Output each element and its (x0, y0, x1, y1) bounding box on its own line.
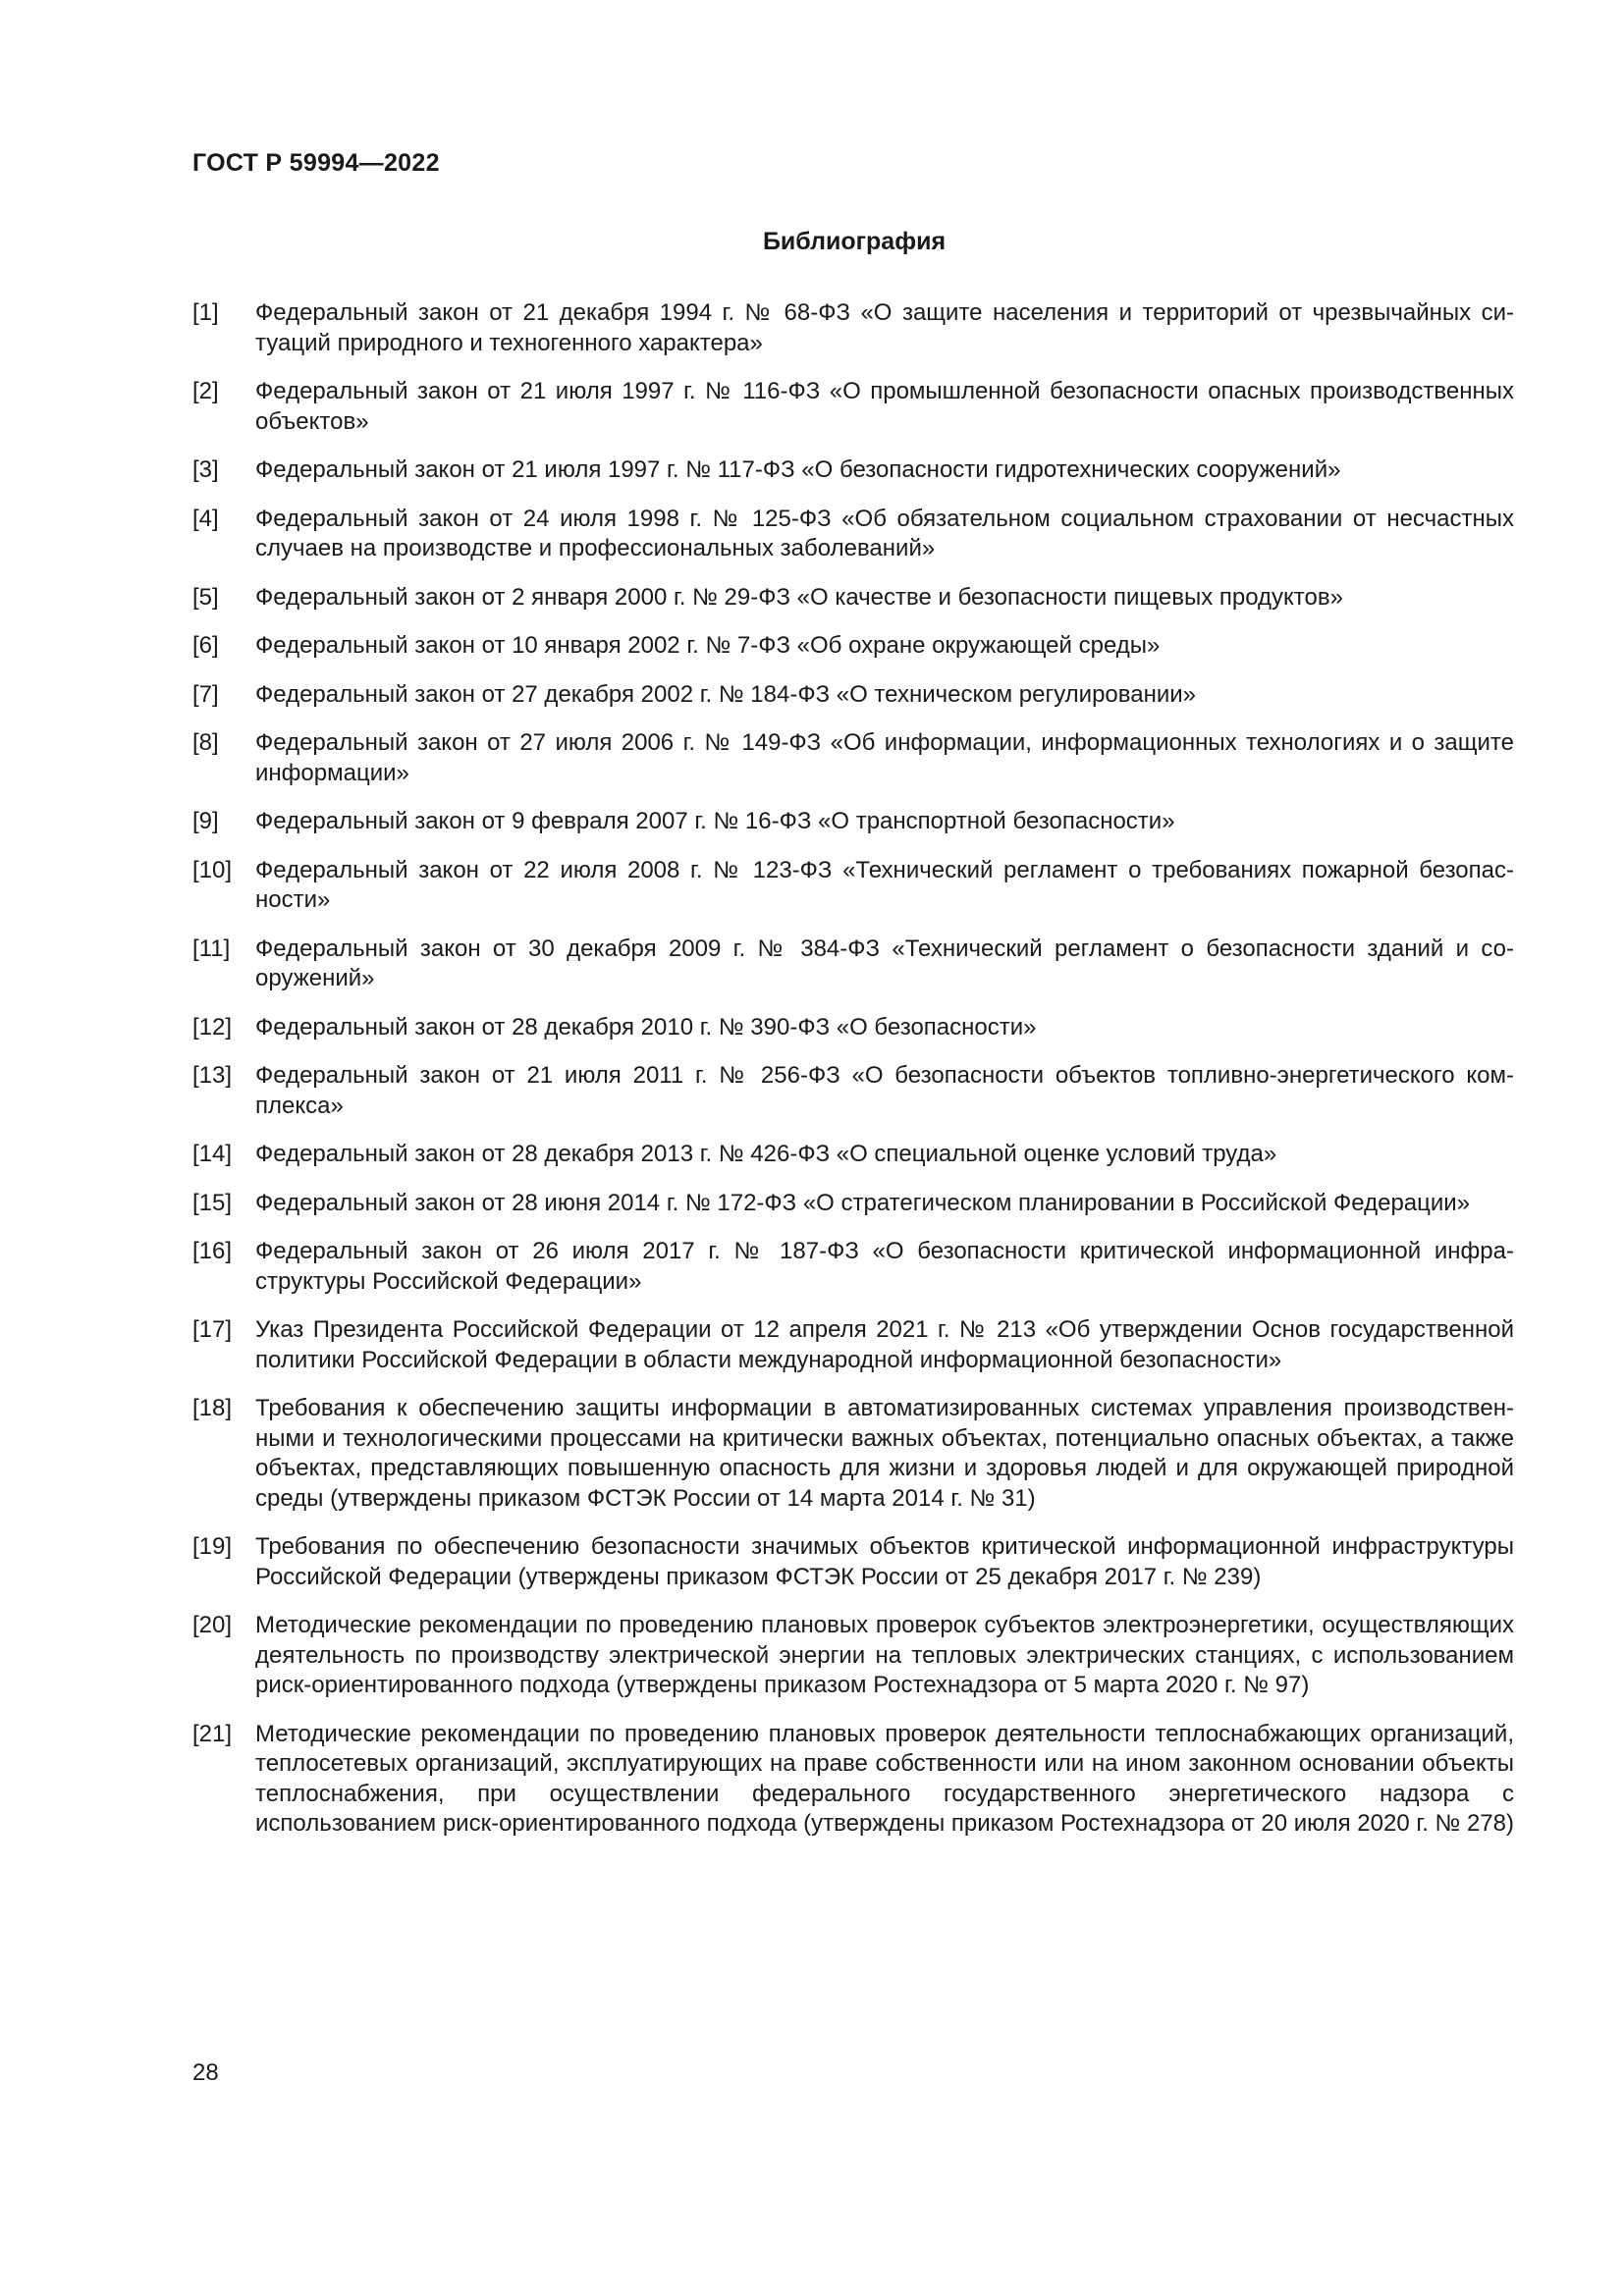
bibliography-entry-text: Федеральный закон от 21 июля 1997 г. № 117-ФЗ «О безопасности гидротехнических сооружений» (255, 456, 1341, 483)
bibliography-entry-number: [2] (192, 378, 219, 404)
bibliography-entry-text: Федеральный закон от 27 декабря 2002 г. № 184-ФЗ «О техническом регулировании» (255, 680, 1197, 708)
bibliography-entry-number: [12] (192, 1013, 233, 1041)
bibliography-entry-text: Федеральный закон от 28 декабря 2010 г. № 390-ФЗ «О безопасности» (255, 1013, 1037, 1041)
bibliography-entry (192, 455, 1514, 486)
bibliography-list (192, 298, 1514, 1858)
document-header: ГОСТ Р 59994—2022 (192, 149, 440, 177)
bibliography-entry-number: [11] (192, 934, 231, 962)
bibliography-entry-text: Федеральный закон от 27 июля 2006 г. № 149-ФЗ «Об информации, информационных технологиях и о защите информации» (255, 729, 1514, 786)
bibliography-entry-number: [4] (192, 505, 219, 532)
bibliography-entry-text: Федеральный закон от 21 июля 1997 г. № 116-ФЗ «О промышленной безопасности опасных производственных объектов» (255, 378, 1514, 435)
bibliography-entry (192, 856, 1514, 916)
bibliography-entry-text: Федеральный закон от 21 июля 2011 г. № 256-ФЗ «О безопасности объектов топливно-энергетического комплекса» (255, 1062, 1514, 1119)
bibliography-entry-number: [5] (192, 583, 219, 611)
bibliography-entry-number: [7] (192, 680, 219, 708)
bibliography-entry-number: [1] (192, 299, 219, 326)
bibliography-entry-text: Федеральный закон от 28 декабря 2013 г. № 426-ФЗ «О специальной оценке условий труда» (255, 1141, 1277, 1167)
bibliography-entry (192, 298, 1514, 358)
bibliography-entry-text: Федеральный закон от 22 июля 2008 г. № 123-ФЗ «Технический регламент о требованиях пожарной безопасности» (255, 856, 1514, 913)
bibliography-entry (192, 934, 1514, 994)
bibliography-entry (192, 807, 1514, 837)
bibliography-entry-text: Федеральный закон от 28 июня 2014 г. № 172-ФЗ «О стратегическом планировании в Российской Федерации» (255, 1189, 1471, 1216)
bibliography-entry (192, 505, 1514, 564)
bibliography-entry-number: [10] (192, 856, 233, 883)
bibliography-entry-text: Федеральный закон от 21 декабря 1994 г. № 68-ФЗ «О защите населения и территорий от чрезвычайных ситуаций природного и техногенного характера» (255, 299, 1514, 356)
bibliography-entry-text: Требования к обеспечению защиты информации в автоматизированных системах управления производственными и технологическими процессами на критически важных объектах, потенциально опасных объектах, а также объектах, представляющих повышенную опасность для жизни и здоровья людей и для окружающей природной среды (утверждены приказом ФСТЭК России от 14 марта 2014 г. № 31) (255, 1395, 1514, 1512)
bibliography-entry-text: Федеральный закон от 24 июля 1998 г. № 125-ФЗ «Об обязательном социальном страховании от несчастных случаев на производстве и профессиональных заболеваний» (255, 505, 1514, 561)
bibliography-entry-text: Указ Президента Российской Федерации от 12 апреля 2021 г. № 213 «Об утверждении Основ государственной политики Российской Федерации в области международной информационной безопасности» (255, 1316, 1514, 1373)
bibliography-entry-text: Методические рекомендации по проведению плановых проверок деятельности теплоснабжающих организаций, теплосетевых организаций, эксплуатирующих на праве собственности или на ином законном основании объекты теплоснабжения, при осуществлении федерального государственного энергетического надзора с использованием риск-ориентированного подхода (утверждены приказом Ростехнадзора от 20 июля 2020 г. № 278) (255, 1720, 1514, 1837)
bibliography-entry-number: [6] (192, 632, 219, 659)
bibliography-entry-number: [8] (192, 729, 219, 756)
bibliography-entry (192, 1140, 1514, 1170)
bibliography-entry-text: Федеральный закон от 2 января 2000 г. № 29-ФЗ «О качестве и безопасности пищевых продуктов» (255, 583, 1343, 611)
bibliography-entry-text: Федеральный закон от 26 июля 2017 г. № 187-ФЗ «О безопасности критической информационной инфраструктуры Российской Федерации» (255, 1238, 1514, 1295)
bibliography-entry-number: [3] (192, 456, 219, 483)
bibliography-entry (192, 1061, 1514, 1121)
bibliography-entry-number: [19] (192, 1533, 233, 1560)
bibliography-entry-number: [18] (192, 1395, 233, 1421)
bibliography-entry (192, 377, 1514, 437)
bibliography-entry-text: Федеральный закон от 30 декабря 2009 г. № 384-ФЗ «Технический регламент о безопасности зданий и сооружений» (255, 934, 1514, 991)
bibliography-entry (192, 728, 1514, 788)
bibliography-entry (192, 1720, 1514, 1840)
bibliography-entry-number: [21] (192, 1720, 233, 1747)
bibliography-entry-text: Методические рекомендации по проведению плановых проверок субъектов электроэнергетики, осуществляющих деятельность по производству электрической энергии на тепловых электрических станциях, с использованием риск-ориентированного подхода (утверждены приказом Ростехнадзора от 5 марта 2020 г. № 97) (255, 1612, 1514, 1698)
bibliography-entry-number: [13] (192, 1062, 233, 1089)
bibliography-entry (192, 1237, 1514, 1297)
bibliography-entry (192, 1532, 1514, 1592)
bibliography-entry (192, 583, 1514, 614)
bibliography-entry (192, 1315, 1514, 1375)
bibliography-entry-number: [9] (192, 808, 219, 834)
page-number: 28 (192, 2059, 219, 2086)
bibliography-entry (192, 680, 1514, 711)
bibliography-entry (192, 1189, 1514, 1219)
bibliography-entry-text: Требования по обеспечению безопасности значимых объектов критической информационной инфраструктуры Российской Федерации (утверждены приказом ФСТЭК России от 25 декабря 2017 г. № 239) (255, 1533, 1514, 1590)
bibliography-entry-text: Федеральный закон от 9 февраля 2007 г. № 16-ФЗ «О транспортной безопасности» (255, 808, 1175, 834)
bibliography-entry (192, 1611, 1514, 1701)
bibliography-entry-text: Федеральный закон от 10 января 2002 г. № 7-ФЗ «Об охране окружающей среды» (255, 632, 1161, 659)
bibliography-entry-number: [14] (192, 1141, 233, 1167)
bibliography-entry-number: [17] (192, 1316, 233, 1343)
bibliography-entry (192, 1394, 1514, 1514)
bibliography-entry-number: [16] (192, 1238, 233, 1264)
bibliography-entry (192, 1013, 1514, 1043)
bibliography-entry (192, 631, 1514, 662)
section-title: Библиография (762, 228, 947, 255)
bibliography-entry-number: [15] (192, 1189, 233, 1216)
bibliography-entry-number: [20] (192, 1612, 233, 1638)
